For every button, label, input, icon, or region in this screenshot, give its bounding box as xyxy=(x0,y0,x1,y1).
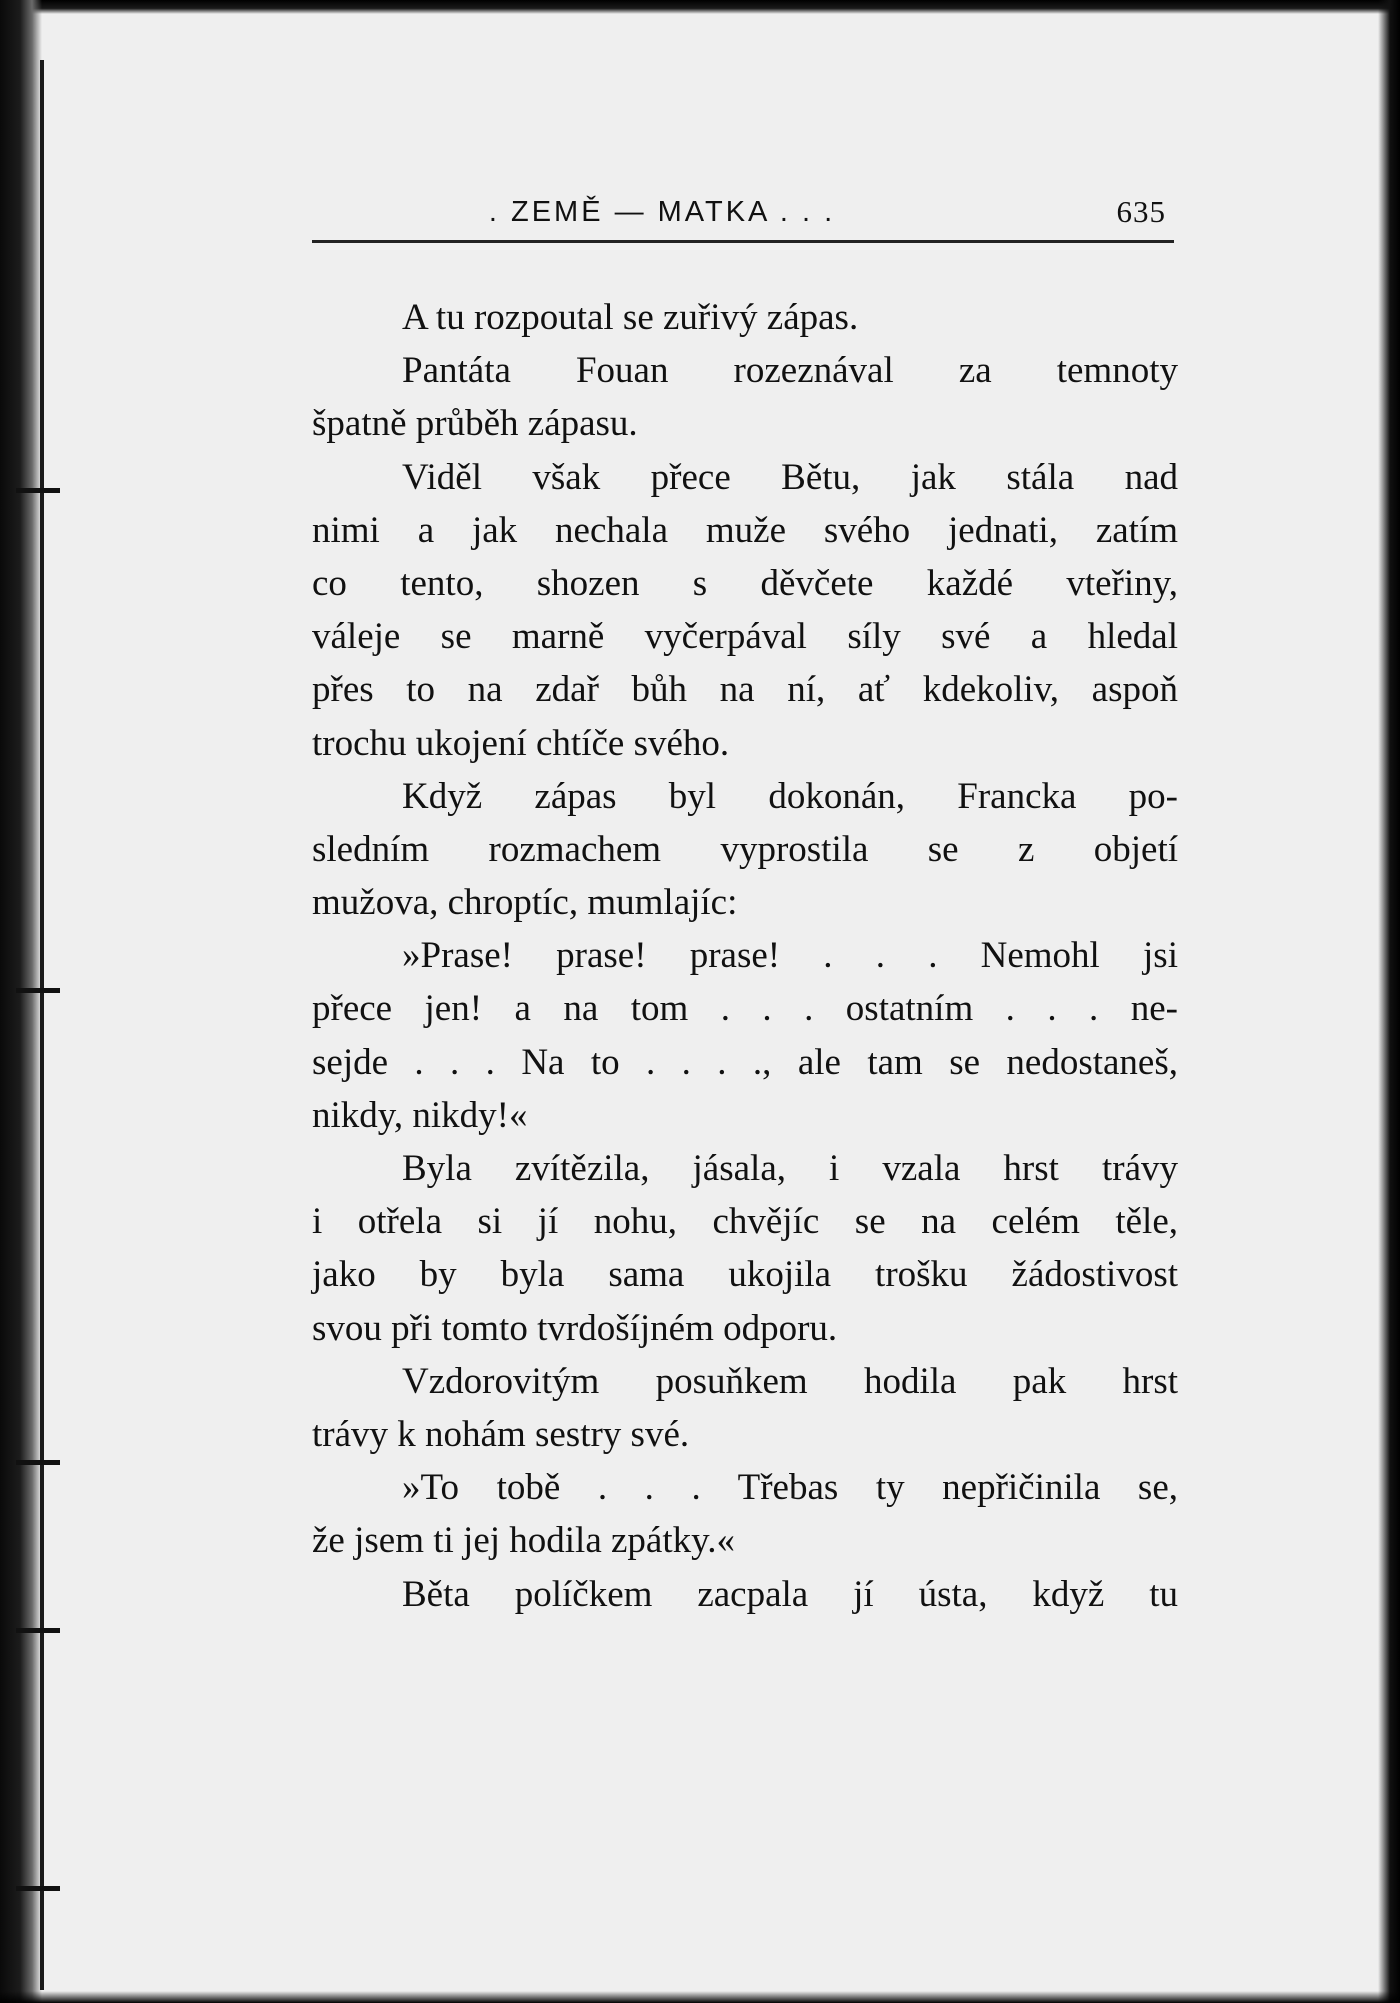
text-line: sejde . . . Na to . . . ., ale tam se nedostaneš, xyxy=(312,1041,1178,1083)
running-title: . ZEMĚ — MATKA . . . xyxy=(488,196,836,228)
scan-edge-right xyxy=(1378,0,1400,2003)
text-line: A tu rozpoutal se zuřivý zápas. xyxy=(402,297,859,338)
binding-mark xyxy=(16,488,60,493)
text-line: nimi a jak nechala muže svého jednati, zatím xyxy=(312,509,1178,551)
text-line: »To tobě . . . Třebas ty nepřičinila se, xyxy=(402,1467,1178,1509)
binding-mark xyxy=(16,1460,60,1465)
text-line: co tento, shozen s děvčete každé vteřiny, xyxy=(312,562,1178,604)
text-line: svou při tomto tvrdošíjném odporu. xyxy=(312,1307,838,1349)
binding-mark xyxy=(16,1628,60,1633)
text-line: Pantáta Fouan rozeznával za temnoty xyxy=(402,350,1178,392)
text-line: Když zápas byl dokonán, Francka po- xyxy=(402,775,1178,817)
scan-edge-top xyxy=(0,0,1400,14)
text-line: Viděl však přece Bětu, jak stála nad xyxy=(402,456,1178,498)
binding-mark xyxy=(16,1886,60,1891)
text-line: že jsem ti jej hodila zpátky.« xyxy=(312,1520,735,1562)
binding-line xyxy=(40,60,44,1990)
scan-edge-left xyxy=(0,0,42,2003)
text-line: váleje se marně vyčerpával síly své a hledal xyxy=(312,616,1178,658)
binding-mark xyxy=(16,988,60,993)
text-line: sledním rozmachem vyprostila se z objetí xyxy=(312,828,1178,870)
text-line: přece jen! a na tom . . . ostatním . . . ne- xyxy=(312,988,1178,1030)
text-line: Byla zvítězila, jásala, i vzala hrst trávy xyxy=(402,1148,1178,1189)
body-text xyxy=(312,291,1178,1621)
page-header xyxy=(312,190,1174,243)
scan-edge-bottom xyxy=(0,1991,1400,2003)
text-line: Vzdorovitým posuňkem hodila pak hrst xyxy=(402,1360,1178,1402)
text-line: nikdy, nikdy!« xyxy=(312,1094,528,1136)
text-line: trávy k nohám sestry své. xyxy=(312,1413,690,1455)
page-number: 635 xyxy=(1116,194,1166,229)
text-line: »Prase! prase! prase! . . . Nemohl jsi xyxy=(402,935,1178,977)
text-line: jako by byla sama ukojila trošku žádostivost xyxy=(312,1254,1178,1296)
text-line: Běta políčkem zacpala jí ústa, když tu xyxy=(402,1573,1178,1615)
text-line: přes to na zdař bůh na ní, ať kdekoliv, aspoň xyxy=(312,669,1178,711)
text-line: i otřela si jí nohu, chvějíc se na celém těle, xyxy=(312,1201,1178,1243)
text-line: trochu ukojení chtíče svého. xyxy=(312,722,730,764)
text-line: špatně průběh zápasu. xyxy=(312,403,638,445)
text-line: mužova, chroptíc, mumlajíc: xyxy=(312,882,738,924)
